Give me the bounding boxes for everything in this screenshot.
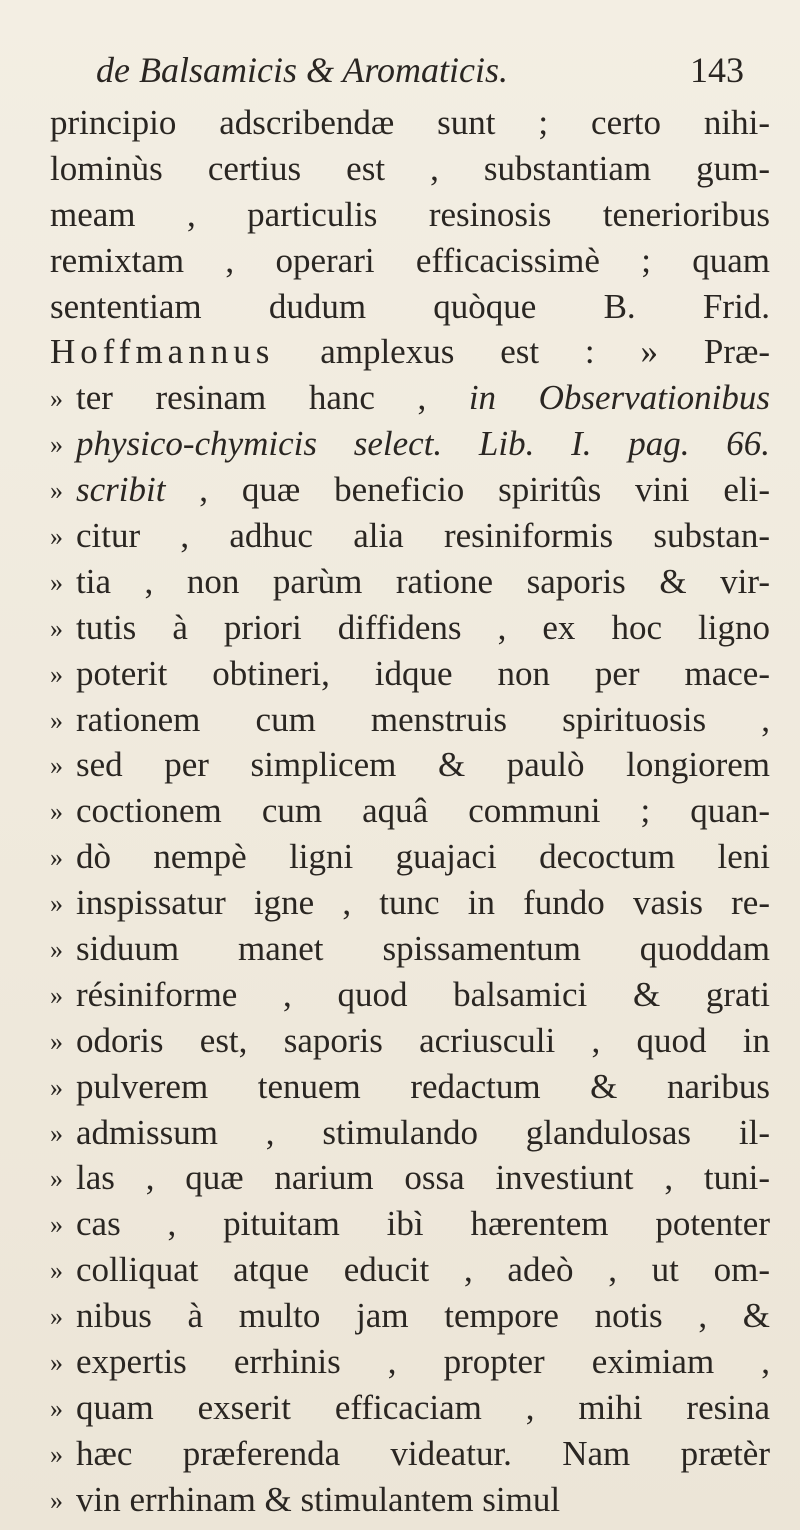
quoted-line: » pulverem tenuem redactum & naribus (50, 1064, 770, 1110)
quote-mark: » (50, 384, 63, 414)
body-text (50, 100, 770, 1523)
page-number: 143 (690, 50, 744, 90)
quote-mark: » (50, 659, 63, 689)
quoted-line: » sed per simplicem & paulò longiorem (50, 742, 770, 788)
quote-mark: » (50, 705, 63, 735)
quote-mark: » (50, 1118, 63, 1148)
quote-mark: » (50, 935, 63, 965)
quote-mark: » (50, 430, 63, 460)
quoted-line: » quam exserit efficaciam , mihi resina (50, 1385, 770, 1431)
text-line: remixtam , operari efficacissimè ; quam (50, 240, 770, 280)
quote-mark: » (50, 1485, 63, 1515)
quote-mark: » (50, 889, 63, 919)
quoted-line: » coctionem cum aquâ communi ; quan- (50, 788, 770, 834)
quote-mark: » (50, 613, 63, 643)
quoted-line: » ter resinam hanc , in Observationibus (50, 375, 770, 421)
quoted-line: » inspissatur igne , tunc in fundo vasis re- (50, 880, 770, 926)
quote-mark: » (50, 797, 63, 827)
quoted-line: » colliquat atque educit , adeò , ut om- (50, 1247, 770, 1293)
quote-mark: » (50, 1072, 63, 1102)
running-title: de Balsamicis & Aromaticis. (96, 50, 508, 90)
quoted-line: » poterit obtineri, idque non per mace- (50, 651, 770, 697)
author-name: Hoffmannus (50, 332, 275, 372)
quoted-line: » cas , pituitam ibì hærentem potenter (50, 1201, 770, 1247)
quoted-line: » vin errhinam & stimulantem simul (50, 1477, 770, 1523)
quote-mark: » (50, 1302, 63, 1332)
quoted-line: » nibus à multo jam tempore notis , & (50, 1293, 770, 1339)
text-line: sententiam dudum quòque B. Frid. (50, 286, 770, 326)
quote-mark: » (50, 1348, 63, 1378)
quote-mark: » (50, 1026, 63, 1056)
text-line: principio adscribendæ sunt ; certo nihi- (50, 103, 770, 142)
quote-mark: » (50, 843, 63, 873)
quoted-line: » siduum manet spissamentum quoddam (50, 926, 770, 972)
quoted-line: » rationem cum menstruis spirituosis , (50, 697, 770, 743)
page-header (0, 40, 800, 100)
quoted-line: » odoris est, saporis acriusculi , quod in (50, 1018, 770, 1064)
quote-mark: » (50, 567, 63, 597)
quote-mark: » (50, 522, 63, 552)
quoted-line: » scribit , quæ beneficio spiritûs vini eli- (50, 467, 770, 513)
quote-mark: » (50, 1210, 63, 1240)
text-line: lominùs certius est , substantiam gum- (50, 148, 770, 188)
quoted-line: » citur , adhuc alia resiniformis substan- (50, 513, 770, 559)
text-line: Hoffmannus amplexus est : » Præ- (50, 332, 770, 372)
quoted-line: » résiniforme , quod balsamici & grati (50, 972, 770, 1018)
quote-mark: » (50, 1393, 63, 1423)
quoted-line: » hæc præferenda videatur. Nam prætèr (50, 1431, 770, 1477)
quote-mark: » (50, 1256, 63, 1286)
quoted-line: » tutis à priori diffidens , ex hoc ligno (50, 605, 770, 651)
quote-mark: » (50, 476, 63, 506)
quoted-line: » tia , non parùm ratione saporis & vir- (50, 559, 770, 605)
text-line: meam , particulis resinosis tenerioribus (50, 194, 770, 234)
quoted-line: » las , quæ narium ossa investiunt , tuni- (50, 1155, 770, 1201)
quoted-line: » physico-chymicis select. Lib. I. pag. 66. (50, 421, 770, 467)
quote-mark: » (50, 980, 63, 1010)
quoted-line: » dò nempè ligni guajaci decoctum leni (50, 834, 770, 880)
quoted-line: » admissum , stimulando glandulosas il- (50, 1110, 770, 1156)
quote-mark: » (50, 751, 63, 781)
quoted-line: » expertis errhinis , propter eximiam , (50, 1339, 770, 1385)
quote-mark: » (50, 1164, 63, 1194)
quote-mark: » (50, 1439, 63, 1469)
